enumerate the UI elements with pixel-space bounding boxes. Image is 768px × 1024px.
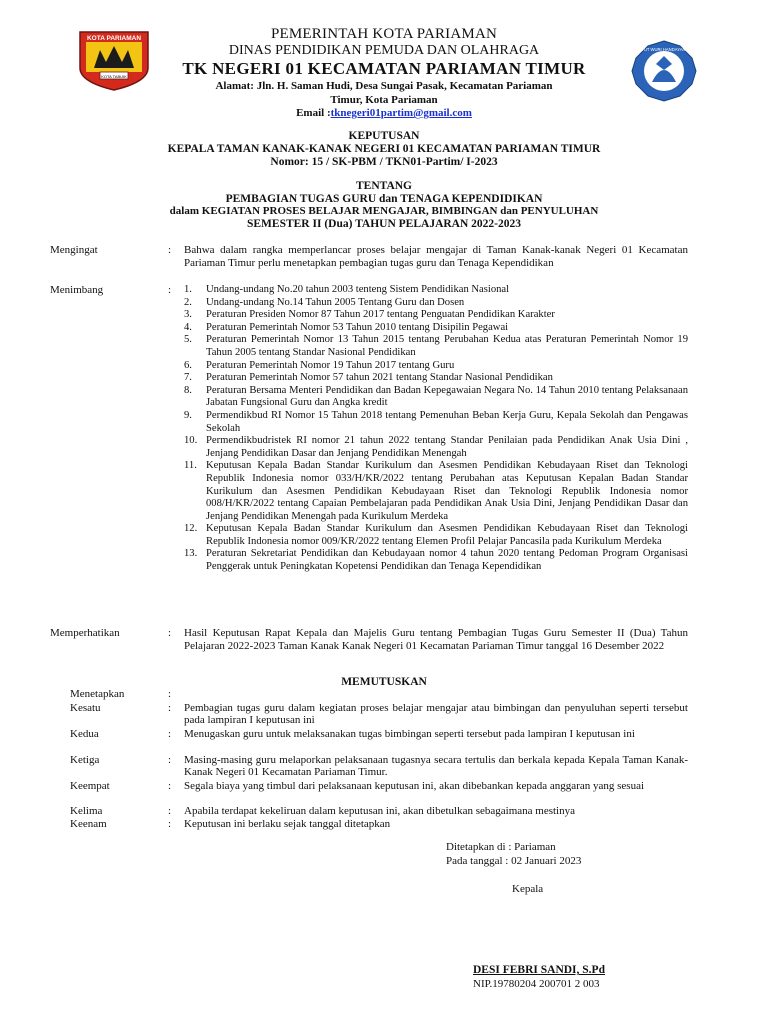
left-logo-text: KOTA PARIAMAN xyxy=(86,35,142,42)
decree-subject-line2: dalam KEGIATAN PROSES BELAJAR MENGAJAR, BIMBINGAN dan PENYULUHAN xyxy=(169,205,599,217)
memutuskan-row-label: Keempat xyxy=(70,780,110,792)
menimbang-item xyxy=(184,460,688,523)
memutuskan-row-text: Apabila terdapat kekeliruan dalam keputusan ini, akan dibetulkan sebagaimana mestinya xyxy=(184,805,575,817)
menimbang-item-text: Peraturan Pemerintah Nomor 13 Tahun 2015 tentang Perubahan Kedua atas Peraturan Pemerintah Nomor 19 Tahun 2005 tentang Standar Nasional Pendidikan xyxy=(206,334,688,358)
menimbang-item xyxy=(184,322,688,335)
decree-subject-line1: PEMBAGIAN TUGAS GURU dan TENAGA KEPENDIDIKAN xyxy=(225,193,543,205)
menimbang-item-number: 6. xyxy=(184,359,192,371)
menimbang-item-number: 12. xyxy=(184,523,198,535)
menimbang-item-text: Permendikbud RI Nomor 15 Tahun 2018 tentang Pemenuhan Beban Kerja Guru, Kepala Sekolah dan Pengawas Sekolah xyxy=(206,409,688,434)
menimbang-item-number: 10. xyxy=(184,435,198,447)
menimbang-item-number: 5. xyxy=(184,334,192,346)
decree-number: Nomor: 15 / SK-PBM / TKN01-Partim/ I-2023 xyxy=(270,156,498,168)
decree-title: KEPUTUSAN xyxy=(348,130,420,142)
letterhead-address-line1: Alamat: Jln. H. Saman Hudi, Desa Sungai Pasak, Kecamatan Pariaman xyxy=(215,80,553,92)
memutuskan-row-colon: : xyxy=(168,780,172,792)
signature-nip: NIP.19780204 200701 2 003 xyxy=(473,978,600,990)
mengingat-colon: : xyxy=(168,244,172,256)
menimbang-item xyxy=(184,284,688,297)
menimbang-item-text: Undang-undang No.14 Tahun 2005 Tentang Guru dan Dosen xyxy=(206,296,465,308)
menimbang-item-number: 9. xyxy=(184,409,192,421)
menimbang-item-number: 13. xyxy=(184,548,198,560)
menimbang-item xyxy=(184,372,688,385)
menimbang-item xyxy=(184,435,688,460)
memutuskan-row-colon: : xyxy=(168,754,172,766)
menimbang-item xyxy=(184,360,688,373)
memutuskan-row-label: Ketiga xyxy=(70,754,100,766)
letterhead-email xyxy=(0,107,768,119)
menimbang-item xyxy=(184,297,688,310)
memutuskan-heading: MEMUTUSKAN xyxy=(341,676,427,688)
menimbang-item xyxy=(184,523,688,548)
email-label: Email : xyxy=(296,107,331,119)
left-logo-motto: KOTA TABUIK xyxy=(101,73,127,79)
menimbang-item-number: 2. xyxy=(184,296,192,308)
mengingat-label: Mengingat xyxy=(50,244,98,256)
signature-place: Ditetapkan di : Pariaman xyxy=(446,841,556,853)
menimbang-item xyxy=(184,309,688,322)
decree-issuer: KEPALA TAMAN KANAK-KANAK NEGERI 01 KECAMATAN PARIAMAN TIMUR xyxy=(167,143,601,155)
menimbang-item xyxy=(184,410,688,435)
menimbang-item-number: 3. xyxy=(184,309,192,321)
signature-title: Kepala xyxy=(512,883,544,895)
menimbang-item-text: Peraturan Sekretariat Pendidikan dan Kebudayaan nomor 4 tahun 2020 tentang Pedoman Program Organisasi Penggerak untuk Peningkatan Kopetensi Pendidikan dan Tenaga Kependidikan xyxy=(206,548,688,573)
memperhatikan-text: Hasil Keputusan Rapat Kepala dan Majelis Guru tentang Pembagian Tugas Guru Semester II (Dua) Tahun Pelajaran 2022-2023 Taman Kanak Kanak Negeri 01 Kecamatan Pariaman Timur tanggal 16 Desember 2022 xyxy=(184,627,688,652)
memutuskan-row-colon: : xyxy=(168,702,172,714)
memutuskan-row-colon: : xyxy=(168,818,172,830)
memutuskan-row-label: Kesatu xyxy=(70,702,101,714)
letterhead-government: PEMERINTAH KOTA PARIAMAN xyxy=(270,26,498,42)
signature-date: Pada tanggal : 02 Januari 2023 xyxy=(446,855,582,867)
memutuskan-row-text: Pembagian tugas guru dalam kegiatan proses belajar mengajar atau bimbingan dan penyuluhan seperti tersebut pada lampiran I keputusan ini xyxy=(184,702,688,727)
letterhead-school: TK NEGERI 01 KECAMATAN PARIAMAN TIMUR xyxy=(182,59,586,78)
menimbang-item-text: Peraturan Bersama Menteri Pendidikan dan Badan Kepegawaian Negara No. 14 Tahun 2010 tentang Pelaksanaan Jabatan Fungsional Guru dan Angka kredit xyxy=(206,384,688,409)
mengingat-text: Bahwa dalam rangka memperlancar proses belajar mengajar di Taman Kanak-kanak Negeri 01 Kecamatan Pariaman Timur perlu menetapkan pembagian tugas guru dan Tenaga Kependidikan xyxy=(184,244,688,269)
memutuskan-row-label: Menetapkan xyxy=(70,688,125,700)
memperhatikan-label: Memperhatikan xyxy=(50,627,120,639)
menimbang-item-text: Peraturan Pemerintah Nomor 57 tahun 2021 tentang Standar Nasional Pendidikan xyxy=(206,372,553,384)
email-link[interactable]: tknegeri01partim@gmail.com xyxy=(330,107,472,119)
menimbang-item-text: Keputusan Kepala Badan Standar Kurikulum dan Asesmen Pendidikan Kebudayaan Riset dan Teknologi Republik Indonesia nomor 033/H/KR/2022 tentang Perubahan atas Keputusan Kepalan Badan Standar Kurikulum dan Asesmen Pendidikan Kebudayaan Riset dan Teknologi Republik Indonesia nomor 008/H/KR/2022 tentang Capaian Pembelajaran pada Pendidikan Anak Usia Dini, Jenjang Pendidikan Dasar dan Jenjang Pendidikan Menengah pada Kurikulum Merdeka xyxy=(206,460,688,522)
menimbang-item-text: Permendikbudristek RI nomor 21 tahun 2022 tentang Standar Penilaian pada Pendidikan Anak Usia Dini , Jenjang Pendidikan Dasar dan Jenjang Pendidikan Menengah xyxy=(206,435,688,459)
memperhatikan-colon: : xyxy=(168,627,172,639)
letterhead-address-line2: Timur, Kota Pariaman xyxy=(330,94,438,106)
memutuskan-row-colon: : xyxy=(168,805,172,817)
decree-subject-line3: SEMESTER II (Dua) TAHUN PELAJARAN 2022-2023 xyxy=(246,218,521,230)
menimbang-label: Menimbang xyxy=(50,284,104,296)
signature-name: DESI FEBRI SANDI, S.Pd xyxy=(473,964,605,976)
menimbang-item xyxy=(184,548,688,573)
menimbang-item-number: 4. xyxy=(184,321,192,333)
menimbang-item xyxy=(184,385,688,410)
menimbang-item xyxy=(184,334,688,359)
memutuskan-row-text: Keputusan ini berlaku sejak tanggal ditetapkan xyxy=(184,818,391,830)
memutuskan-row-text: Segala biaya yang timbul dari pelaksanaan keputusan ini, akan dibebankan kepada anggaran yang sesuai xyxy=(184,780,645,792)
memutuskan-row-text: Menugaskan guru untuk melaksanakan tugas bimbingan seperti tersebut pada lampiran I keputusan ini xyxy=(184,728,635,740)
menimbang-item-number: 1. xyxy=(184,284,192,295)
menimbang-item-text: Peraturan Pemerintah Nomor 19 Tahun 2017 tentang Guru xyxy=(206,359,455,371)
memutuskan-row-label: Kelima xyxy=(70,805,103,817)
decree-about: TENTANG xyxy=(355,180,413,192)
memutuskan-row-text: Masing-masing guru melaporkan pelaksanaan tugasnya secara tertulis dan berkala kepada Kepala Taman Kanak-Kanak Negeri 01 Kecamatan Pariaman Timur. xyxy=(184,754,688,779)
menimbang-item-number: 8. xyxy=(184,384,192,396)
memutuskan-row-colon: : xyxy=(168,728,172,740)
memutuskan-row-colon: : xyxy=(168,688,172,700)
menimbang-item-number: 11. xyxy=(184,460,197,472)
menimbang-item-text: Undang-undang No.20 tahun 2003 tenteng Sistem Pendidikan Nasional xyxy=(206,284,510,295)
menimbang-colon: : xyxy=(168,284,172,296)
memutuskan-row-label: Keenam xyxy=(70,818,107,830)
menimbang-item-text: Peraturan Pemerintah Nomor 53 Tahun 2010 tentang Disipilin Pegawai xyxy=(206,321,509,333)
menimbang-item-text: Keputusan Kepala Badan Standar Kurikulum dan Asesmen Pendidikan Kebudayaan Riset dan Teknologi Republik Indonesia nomor 009/KR/2022 tentang Elemen Profil Pelajar Pancasila pada Kurikulum Merdeka xyxy=(206,523,688,547)
menimbang-item-number: 7. xyxy=(184,372,192,384)
menimbang-list xyxy=(184,284,688,574)
menimbang-item-text: Peraturan Presiden Nomor 87 Tahun 2017 tentang Penguatan Pendidikan Karakter xyxy=(206,309,555,321)
right-logo-text: TUT WURI HANDAYANI xyxy=(641,47,687,52)
letterhead-department: DINAS PENDIDIKAN PEMUDA DAN OLAHRAGA xyxy=(228,43,540,58)
memutuskan-row-label: Kedua xyxy=(70,728,99,740)
